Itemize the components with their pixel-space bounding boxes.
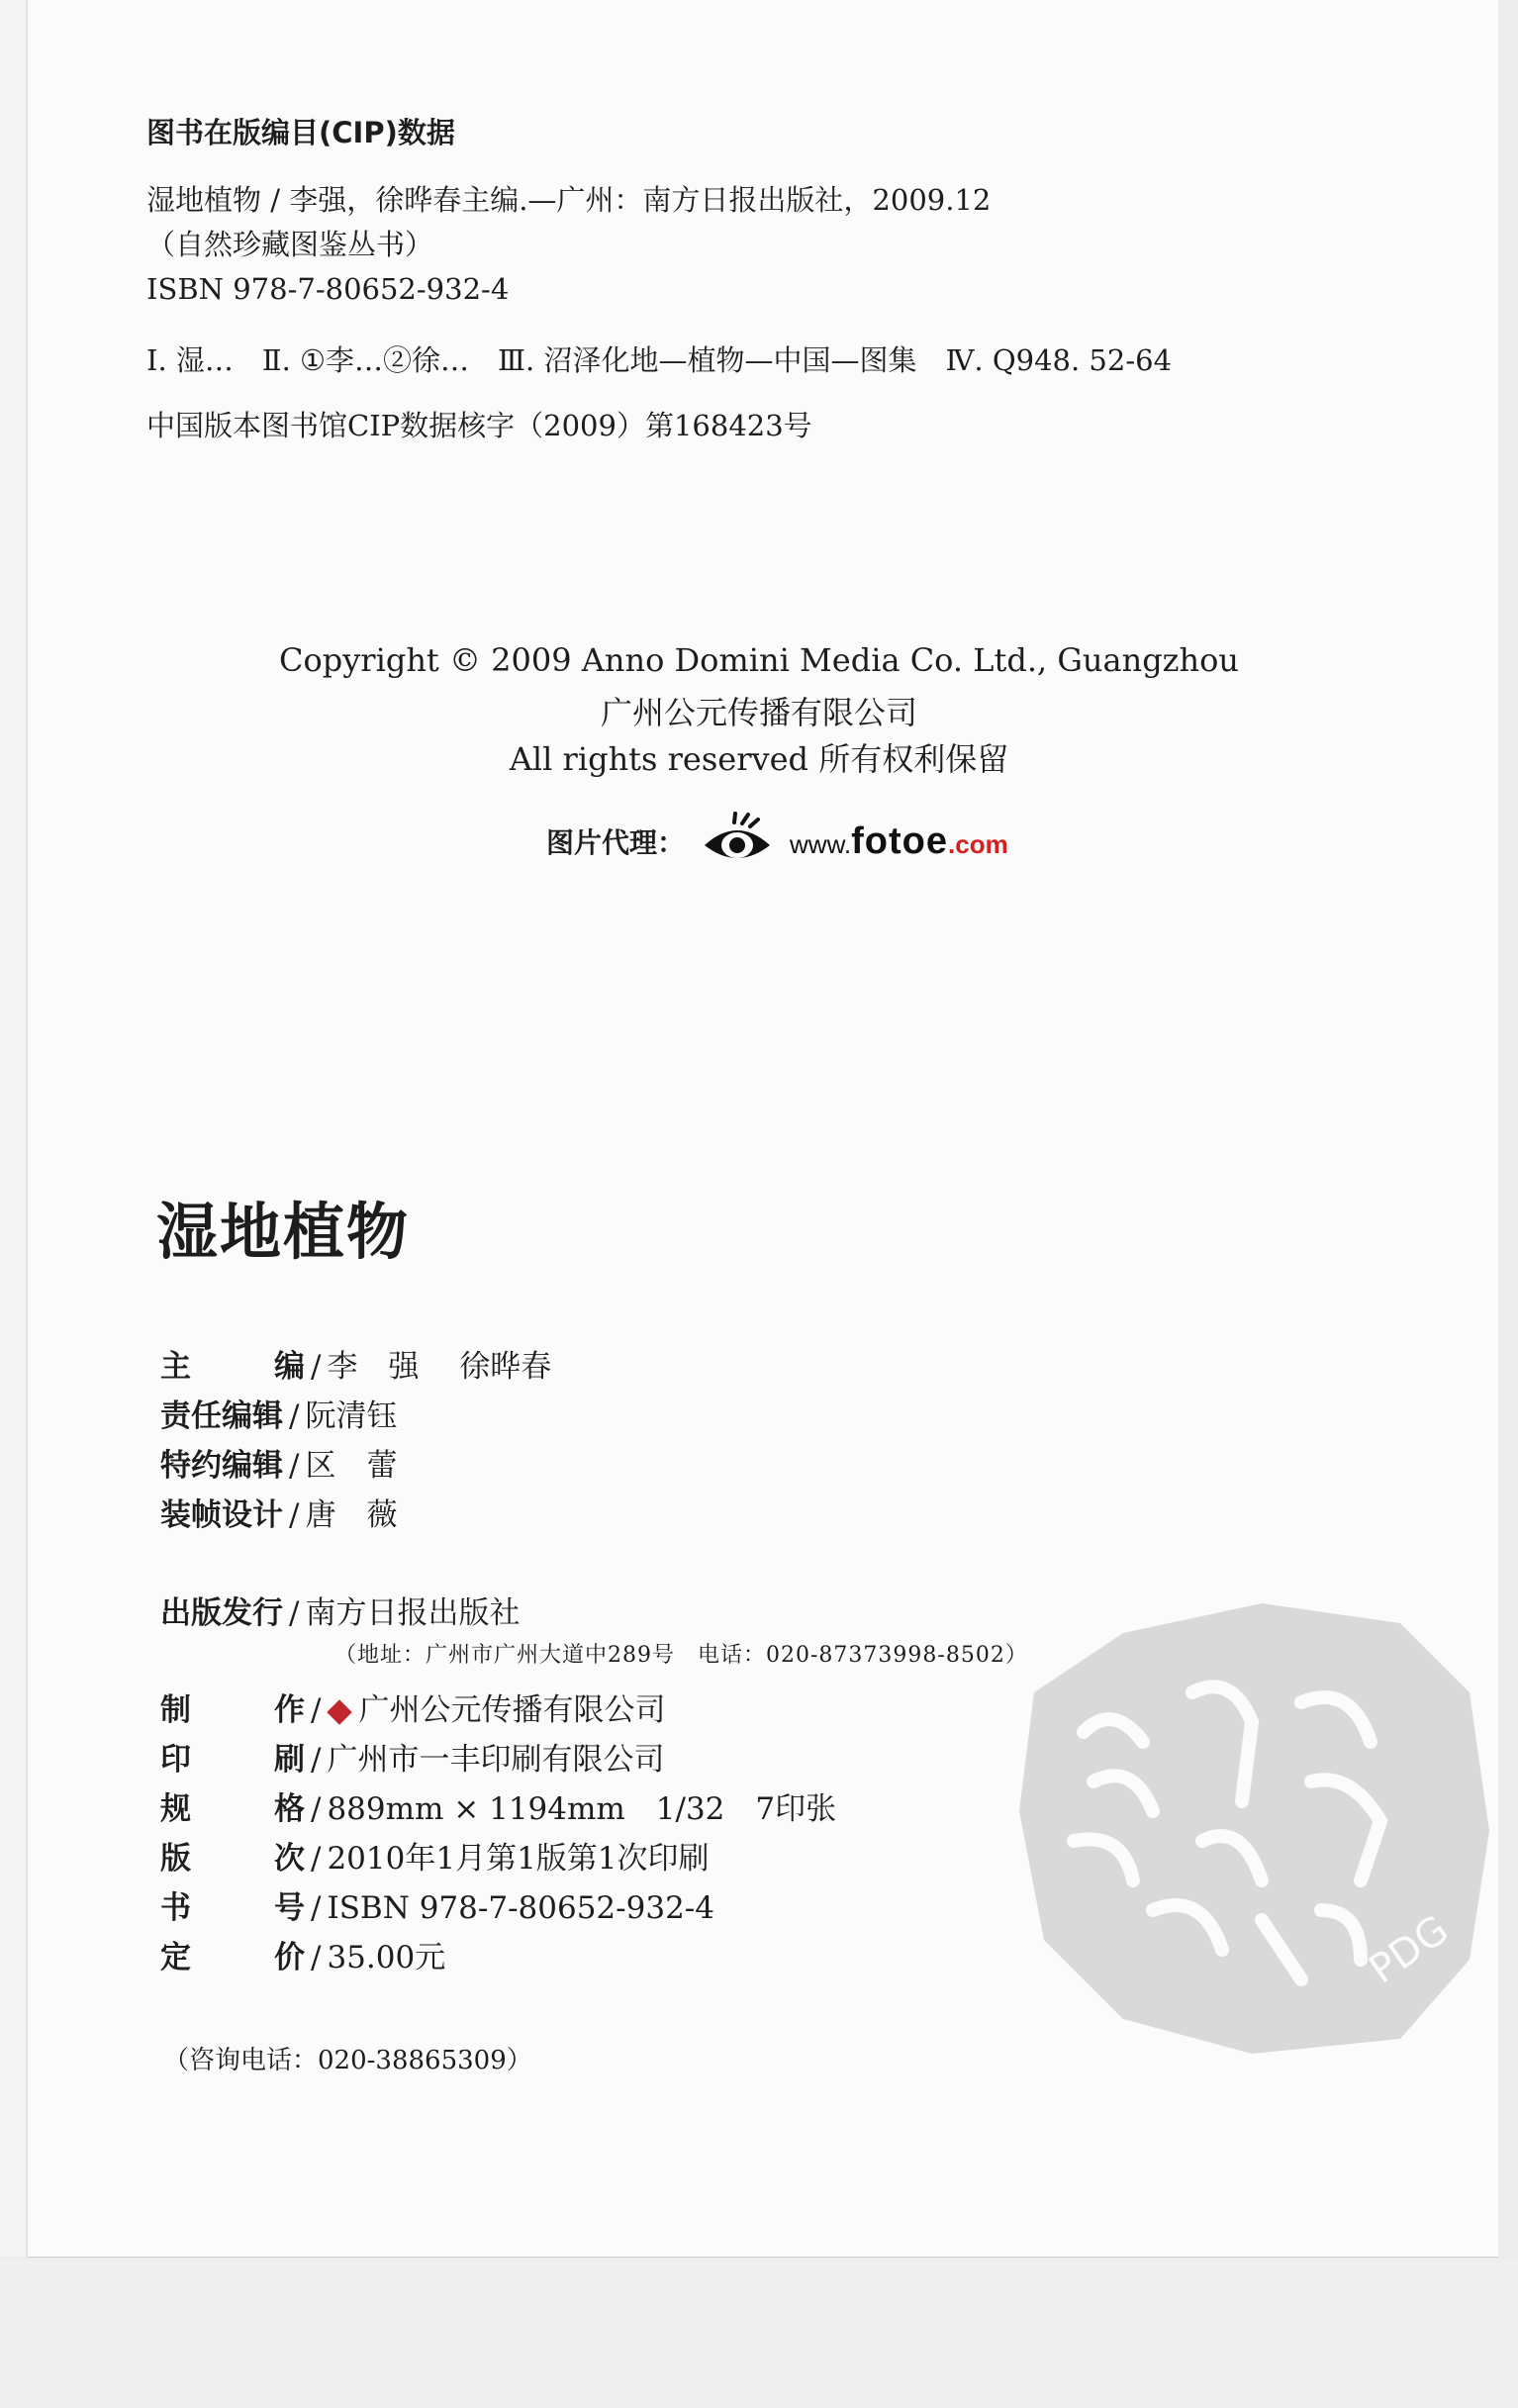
credit-label: 装帧设计 bbox=[160, 1497, 283, 1533]
watermark-text: PDG bbox=[1361, 1906, 1458, 1993]
cip-heading: 图书在版编目(CIP)数据 bbox=[146, 116, 455, 149]
url-suffix: .com bbox=[948, 828, 1008, 859]
pdg-watermark-seal bbox=[1004, 1584, 1499, 2059]
cip-isbn: ISBN 978-7-80652-932-4 bbox=[146, 272, 510, 306]
company-logo-icon bbox=[328, 1699, 352, 1724]
detail-row-edition: 版 次 / 2010年1月第1版第1次印刷 bbox=[160, 1833, 710, 1878]
detail-value: ISBN 978-7-80652-932-4 bbox=[327, 1890, 714, 1926]
publisher-label: 出版发行 bbox=[160, 1595, 283, 1631]
detail-row-price: 定 价 / 35.00元 bbox=[160, 1932, 445, 1976]
credit-label: 主 编 bbox=[160, 1349, 305, 1385]
detail-value: 35.00元 bbox=[327, 1940, 446, 1975]
scan-bottom-band bbox=[0, 2260, 1518, 2408]
credit-row-responsible-editor: 责任编辑 / 阮清钰 bbox=[160, 1391, 397, 1435]
detail-row-isbn: 书 号 / ISBN 978-7-80652-932-4 bbox=[160, 1882, 714, 1927]
detail-label: 制 作 bbox=[160, 1692, 305, 1728]
credit-label: 特约编辑 bbox=[160, 1448, 283, 1484]
credit-row-special-editor: 特约编辑 / 区 蕾 bbox=[160, 1440, 397, 1485]
photo-agent-row bbox=[546, 812, 1008, 871]
credit-row-chief-editor: 主 编 / 李 强 徐晔春 bbox=[160, 1341, 551, 1386]
copyright-line: Copyright © 2009 Anno Domini Media Co. Ltd., Guangzhou bbox=[278, 641, 1240, 679]
book-title: 湿地植物 bbox=[156, 1196, 411, 1268]
credit-value: 唐 薇 bbox=[305, 1497, 398, 1533]
cip-approval: 中国版本图书馆CIP数据核字（2009）第168423号 bbox=[146, 409, 812, 442]
credit-row-design: 装帧设计 / 唐 薇 bbox=[160, 1490, 397, 1534]
photo-agent-url[interactable] bbox=[790, 820, 1008, 863]
page-left-margin bbox=[0, 0, 28, 2257]
detail-value: 2010年1月第1版第1次印刷 bbox=[327, 1841, 710, 1877]
credit-value: 李 强 徐晔春 bbox=[327, 1349, 552, 1385]
consult-phone: （咨询电话：020-38865309） bbox=[163, 2046, 532, 2075]
detail-value: 广州公元传播有限公司 bbox=[358, 1692, 666, 1728]
cip-line-title: 湿地植物 / 李强，徐晔春主编.—广州：南方日报出版社，2009.12 bbox=[146, 183, 992, 217]
detail-label: 版 次 bbox=[160, 1841, 305, 1877]
detail-row-format: 规 格 / 889mm × 1194mm 1/32 7印张 bbox=[160, 1783, 836, 1828]
detail-label: 规 格 bbox=[160, 1791, 305, 1827]
detail-row-printing: 印 刷 / 广州市一丰印刷有限公司 bbox=[160, 1734, 664, 1779]
credit-value: 区 蕾 bbox=[305, 1448, 398, 1484]
copyright-company: 广州公元传播有限公司 bbox=[600, 694, 917, 731]
cip-classification: Ⅰ. 湿… Ⅱ. ①李…②徐… Ⅲ. 沼泽化地—植物—中国—图集 Ⅳ. Q948. 52-64 bbox=[146, 343, 1173, 377]
publisher-row: 出版发行 / 南方日报出版社 bbox=[160, 1588, 520, 1632]
detail-row-production: 制 作 / 广州公元传播有限公司 bbox=[160, 1685, 665, 1729]
cip-line-series: （自然珍藏图鉴丛书） bbox=[146, 228, 434, 261]
detail-label: 定 价 bbox=[160, 1940, 305, 1975]
publisher-address: （地址：广州市广州大道中289号 电话：020-87373998-8502） bbox=[334, 1643, 1028, 1668]
credit-label: 责任编辑 bbox=[160, 1398, 283, 1434]
detail-value: 广州市一丰印刷有限公司 bbox=[327, 1742, 665, 1778]
url-prefix: www. bbox=[790, 828, 852, 859]
url-brand: fotoe bbox=[851, 819, 949, 862]
credit-value: 阮清钰 bbox=[305, 1398, 398, 1434]
photo-agent-label: 图片代理： bbox=[546, 826, 686, 859]
publisher-value: 南方日报出版社 bbox=[305, 1595, 521, 1631]
detail-label: 印 刷 bbox=[160, 1742, 305, 1778]
fotoe-eye-icon bbox=[699, 812, 776, 871]
detail-label: 书 号 bbox=[160, 1890, 305, 1926]
copyright-rights: All rights reserved 所有权利保留 bbox=[509, 740, 1009, 778]
detail-value: 889mm × 1194mm 1/32 7印张 bbox=[327, 1791, 837, 1827]
